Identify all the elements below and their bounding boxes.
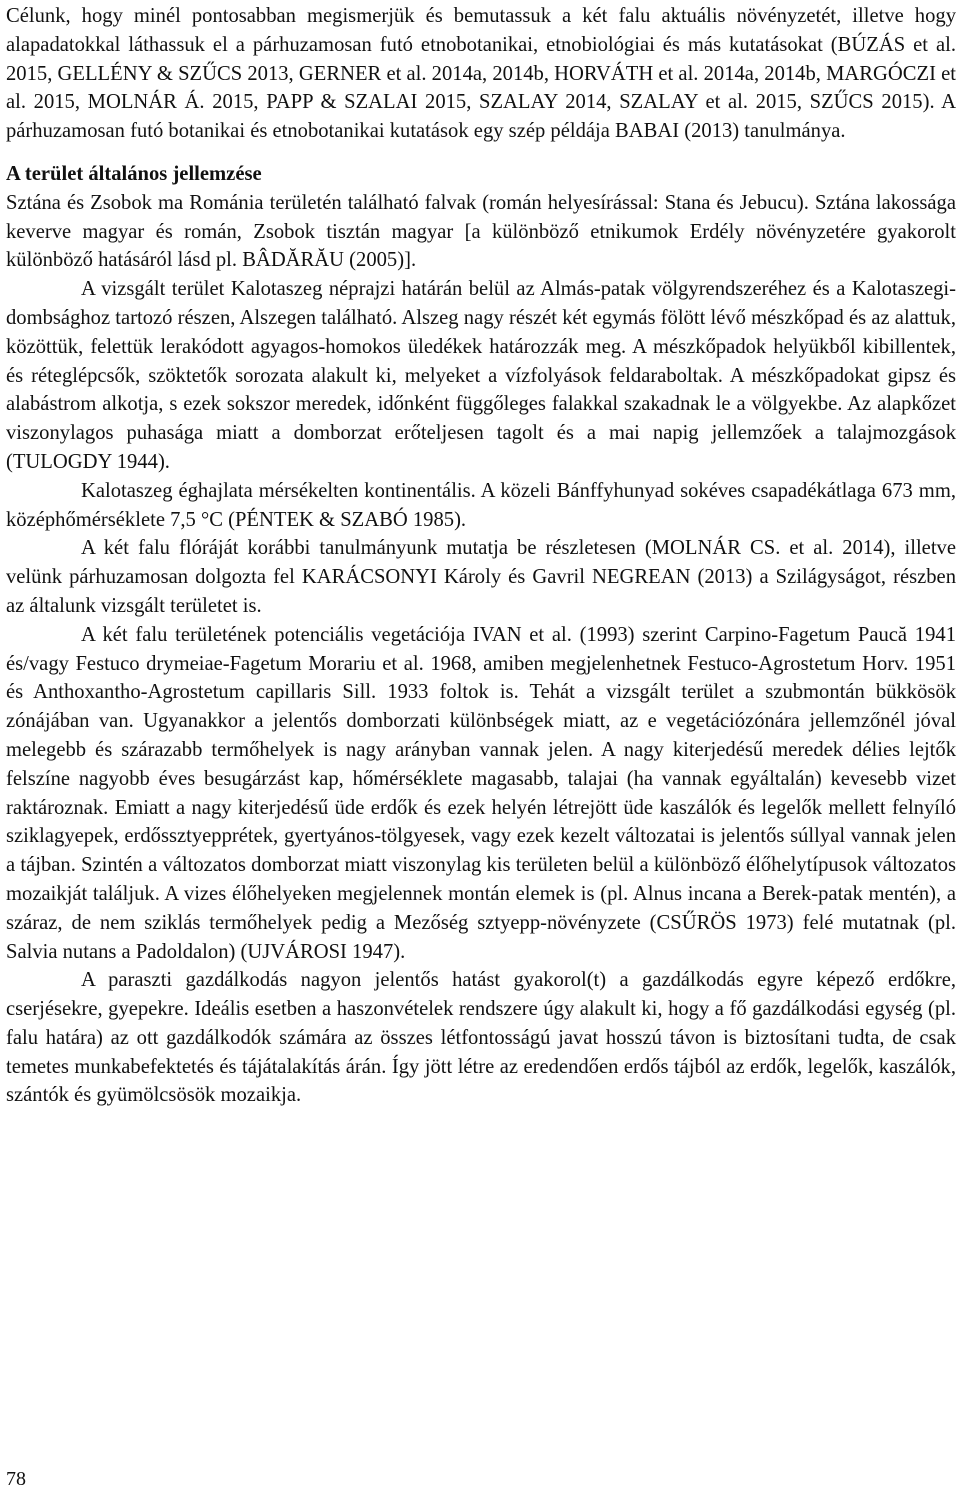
paragraph-climate: Kalotaszeg éghajlata mérsékelten kontinentális. A közeli Bánffyhunyad sokéves csapadékátlaga 673 mm, középhőmérséklete 7,5 °C (PÉNTEK & SZABÓ 1985). [6,479,956,531]
paragraph-farming: A paraszti gazdálkodás nagyon jelentős hatást gyakorol(t) a gazdálkodás egyre képező erdőkre, cserjésekre, gyepekre. Ideális esetben a haszonvételek rendszere úgy alakult ki, hogy a fő gazdálkodási egység (pl. falu határa) az ott gazdálkodók számára az összes létfontosságú javat hosszú távon is biztosítani tudta, de csak temetes munkabefektetés és tájátalakítás árán. Így jött létre az eredendően erdős tájból az erdők, legelők, kaszálók, szántók és gyümölcsösök mozaikja. [6,969,956,1107]
paragraph-flora: A két falu flóráját korábbi tanulmányunk mutatja be részletesen (MOLNÁR CS. et al. 2014), illetve velünk párhuzamosan dolgozta fel KARÁCSONYI Károly és Gavril NEGREAN (2013) a Szilágyságot, részben az általunk vizsgált területet is. [6,537,956,617]
section-heading: A terület általános jellemzése [6,162,262,185]
page-number: 78 [6,1468,26,1490]
paragraph-vegetation: A két falu területének potenciális vegetációja IVAN et al. (1993) szerint Carpino-Fagetum Paucă 1941 és/vagy Festuco drymeiae-Fagetum Morariu et al. 1968, amiben megjelenhetnek Festuco-Agrostetum Horv. 1951 és Anthoxantho-Agrostetum capillaris Sill. 1933 foltok is. Tehát a vizsgált terület a szubmontán bükkösök zónájában van. Ugyanakkor a jelentős domborzati különbségek miatt, az e vegetációzónára jellemzőnél jóval melegebb és szárazabb termőhelyek is nagy arányban vannak jelen. A nagy kiterjedésű meredek délies lejtők felszíne nagyobb éves besugárzást kap, hőmérséklete magasabb, talajai (ha vannak egyáltalán) kevesebb vizet raktároznak. Emiatt a nagy kiterjedésű üde erdők és ezek helyén létrejött üde kaszálók és legelők mellett felnyíló sziklagyepek, erdőssztyepprétek, gyertyános-tölgyesek, vagy ezek kezelt változatai is jelentős súllyal vannak jelen a tájban. Szintén a változatos domborzat miatt viszonylag kis területen belül a különböző élőhelytípusok változatos mozaikját találjuk. A vizes élőhelyeken megjelennek montán elemek is (pl. Alnus incana a Berek-patak mentén), a száraz, de nem sziklás termőhelyek pedig a Mezőség sztyepp-növényzete (CSŰRÖS 1973) felé mutatnak (pl. Salvia nutans a Padoldalon) (UJVÁROSI 1947). [6,623,956,963]
page-body [6,0,956,1110]
paragraph-location: Sztána és Zsobok ma Románia területén található falvak (román helyesírással: Stana és Jebucu). Sztána lakossága keverve magyar és román, Zsobok tisztán magyar [a különböző etnikumok Erdély növényzetére gyakorolt különböző hatásáról lásd pl. BÂDĂRĂU (2005)]. [6,191,956,272]
paragraph-intro: Célunk, hogy minél pontosabban megismerjük és bemutassuk a két falu aktuális növényzetét, illetve hogy alapadatokkal láthassuk el a párhuzamosan futó etnobotanikai, etnobiológiai és más kutatásokat (BÚZÁS et al. 2015, GELLÉNY & SZŰCS 2013, GERNER et al. 2014a, 2014b, HORVÁTH et al. 2014a, 2014b, MARGÓCZI et al. 2015, MOLNÁR Á. 2015, PAPP & SZALAI 2015, SZALAY 2014, SZALAY et al. 2015, SZŰCS 2015). A párhuzamosan futó botanikai és etnobotanikai kutatások egy szép példája BABAI (2013) tanulmánya. [6,5,956,143]
paragraph-geology: A vizsgált terület Kalotaszeg néprajzi határán belül az Almás-patak völgyrendszeréhez és a Kalotaszegi-dombsághoz tartozó részen, Alszegen található. Alszeg nagy részét két egymás fölött lévő mészkőpad és az alattuk, közöttük, felettük lerakódott agyagos-homokos üledékek határozzák meg. A mészkőpadok helyükből kibillentek, és réteglépcsők, szöktetők sorozata alakult ki, melyeket a vízfolyások feldaraboltak. A mészkőpadokat gipsz és alabástrom alkotja, s ezek sokszor meredek, időnként függőleges falakkal szakadnak le a völgyekbe. Az alapkőzet viszonylagos puhasága miatt a domborzat erőteljesen tagolt és a mai napig jellemzőek a talajmozgások (TULOGDY 1944). [6,278,956,473]
